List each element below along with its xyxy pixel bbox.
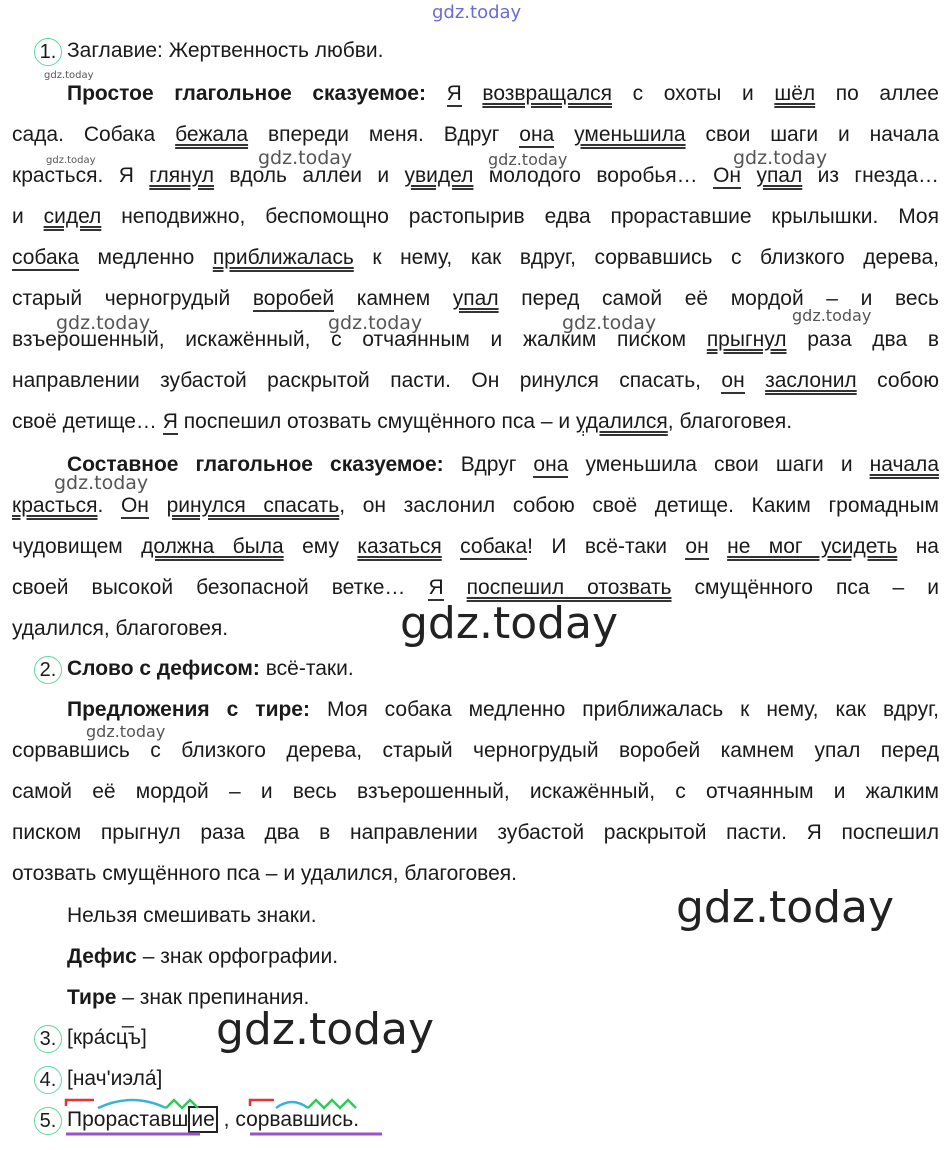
watermark-large: gdz.today <box>216 1004 435 1055</box>
paragraph-line: и сидел неподвижно, беспомощно растопырив едва прораставшие крылышки. Моя <box>12 205 939 228</box>
paragraph-line: красться. Он ринулся спасать, он заслонил собою своё детище. Каким громадным <box>12 494 939 517</box>
paragraph-line: чудовищем должна была ему казаться собака! И всё-таки он не мог усидеть на <box>12 535 939 558</box>
paragraph-line: направлении зубастой раскрытой пасти. Он ринулся спасать, он заслонил собою <box>12 369 939 392</box>
dash-def: – знак препинания. <box>116 986 310 1009</box>
root-arc <box>276 1102 308 1108</box>
paragraph-line: собака медленно приближалась к нему, как вдруг, сорвавшись с близкого дерева, <box>12 246 939 269</box>
paragraph-line: своей высокой безопасной ветке… Я поспешил отозвать смущённого пса – и <box>12 576 939 599</box>
watermark-medium: gdz.today <box>733 147 828 169</box>
root-arc <box>98 1100 166 1108</box>
watermark-medium: gdz.today <box>56 312 151 334</box>
paragraph-line <box>67 696 939 724</box>
watermark-medium: gdz.today <box>328 312 423 334</box>
suffix-mark <box>308 1100 356 1108</box>
word1-suffix: ш <box>171 1108 189 1131</box>
paragraph-line: сада. Собака бежала впереди меня. Вдруг она уменьшила свои шаги и начала <box>12 123 939 146</box>
paragraph-line: Составное глагольное сказуемое: Вдруг она уменьшила свои шаги и начала <box>67 453 939 476</box>
separator: , <box>217 1108 236 1131</box>
paragraph-line: Простое глагольное сказуемое: Я возвращался с охоты и шёл по аллее <box>67 82 939 105</box>
word2: сорвавшись <box>235 1108 354 1131</box>
task-number-5: 5. <box>34 1107 62 1135</box>
task1-title: Заглавие: Жертвенность любви. <box>67 39 384 62</box>
paragraph-line: старый черногрудый воробей камнем упал перед самой её мордой – и весь <box>12 287 940 310</box>
dash-term: Тире <box>67 986 117 1009</box>
dash-definition <box>67 984 939 1012</box>
transcription-1: [кра́сц̅ъ] <box>67 1026 147 1049</box>
watermark-medium: gdz.today <box>54 472 149 494</box>
watermark-small: gdz.today <box>488 150 568 169</box>
suffix-mark <box>166 1100 198 1108</box>
hyphen-term: Дефис <box>67 945 137 968</box>
task-number-2: 2. <box>34 656 62 684</box>
dash-text: отозвать смущённого пса – и удалился, благоговея. <box>12 862 517 885</box>
watermark-large: gdz.today <box>400 598 619 649</box>
prefix-mark <box>250 1100 274 1106</box>
hyphen-word: всё-таки. <box>259 657 354 680</box>
task-number-1: 1. <box>34 38 62 66</box>
hyphen-def: – знак орфографии. <box>136 945 339 968</box>
watermark-top: gdz.today <box>432 2 522 23</box>
hyphen-line <box>67 655 927 683</box>
word1-ending: ие <box>188 1106 217 1133</box>
watermark-medium: gdz.today <box>258 147 353 169</box>
dash-text: сорвавшись с близкого дерева, старый черногрудый воробей камнем упал перед <box>12 739 939 762</box>
paragraph-line: удалился, благоговея. <box>12 617 229 640</box>
task-number-3: 3. <box>34 1025 62 1053</box>
dash-text: самой её мордой – и весь взъерошенный, искажённый, с отчаянным и жалким <box>12 780 939 803</box>
paragraph-line: взъерошенный, искажённый, с отчаянным и жалким писком прыгнул раза два в <box>12 328 939 351</box>
hyphen-definition <box>67 943 939 971</box>
watermark-small: gdz.today <box>46 155 96 166</box>
watermark-small: gdz.today <box>86 722 166 741</box>
watermark-medium: gdz.today <box>562 312 657 334</box>
transcription-2: [нач'иэла́] <box>67 1067 163 1090</box>
morpheme-marks <box>60 1094 400 1140</box>
paragraph-line: красться. Я глянул вдоль аллеи и увидел молодого воробья… Он упал из гнезда… <box>12 164 939 187</box>
compound-predicate-heading: Составное глагольное сказуемое: <box>67 453 444 476</box>
dash-text: Моя собака медленно приближалась к нему, как вдруг, <box>309 698 939 721</box>
prefix-mark <box>66 1100 94 1106</box>
task-number-4: 4. <box>34 1066 62 1094</box>
watermark-large: gdz.today <box>676 882 895 933</box>
hyphen-heading: Слово с дефисом: <box>67 657 260 680</box>
watermark-small: gdz.today <box>44 70 94 81</box>
simple-predicate-heading: Простое глагольное сказуемое: <box>67 82 426 105</box>
dash-text: писком прыгнул раза два в направлении зубастой раскрытой пасти. Я поспешил <box>12 821 939 844</box>
paragraph-line: своё детище… Я поспешил отозвать смущённого пса – и удалился, благоговея. <box>12 410 793 433</box>
watermark-small: gdz.today <box>792 306 872 325</box>
note-line: Нельзя смешивать знаки. <box>67 904 317 927</box>
dash-heading: Предложения с тире: <box>67 698 310 721</box>
period: . <box>353 1108 360 1131</box>
word1-stem: Прорастав <box>67 1108 172 1131</box>
